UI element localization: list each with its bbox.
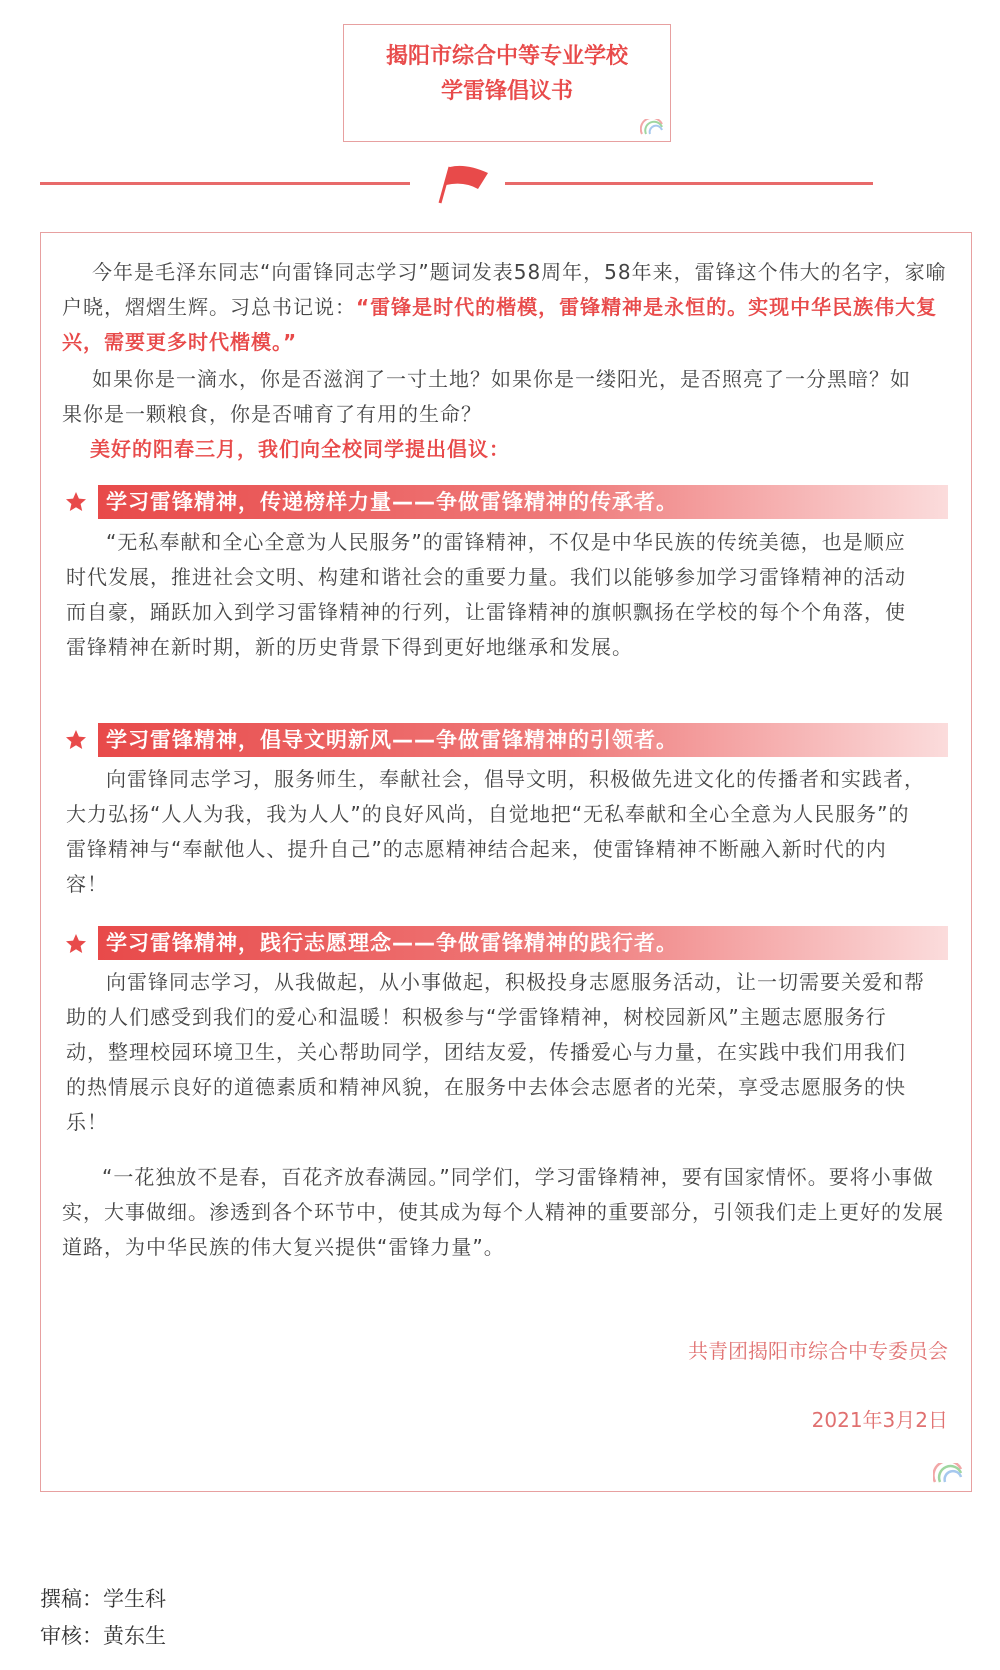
star-icon (64, 728, 88, 752)
section-heading: 学习雷锋精神，传递榜样力量——争做雷锋精神的传承者。 (98, 485, 948, 519)
section-heading: 学习雷锋精神，践行志愿理念——争做雷锋精神的践行者。 (98, 926, 948, 960)
star-icon (64, 490, 88, 514)
document-title: 学雷锋倡议书 (440, 79, 573, 104)
section-body: 向雷锋同志学习，从我做起，从小事做起，积极投身志愿服务活动，让一切需要关爱和帮助的人们感受到我们的爱心和温暖！积极参与“学雷锋精神，树校园新风”主题志愿服务行动，整理校园环境卫生，关心帮助同学，团结友爱，传播爱心与力量，在实践中我们用我们的热情展示良好的道德素质和精神风貌，在服务中去体会志愿者的光荣，享受志愿服务的快乐！ (66, 970, 925, 1134)
writer-credit: 撰稿：学生科 (40, 1587, 166, 1611)
rainbow-decoration-icon (640, 119, 664, 135)
section-body: “无私奉献和全心全意为人民服务”的雷锋精神，不仅是中华民族的传统美德，也是顺应时代发展，推进社会文明、构建和谐社会的重要力量。我们以能够参加学习雷锋精神的活动而自豪，踊跃加入到学习雷锋精神的行列，让雷锋精神的旗帜飘扬在学校的每个个角落，使雷锋精神在新时期，新的历史背景下得到更好地继承和发展。 (66, 530, 906, 659)
title-box (343, 24, 671, 142)
signature-date: 2021年3月2日 (811, 1408, 948, 1432)
signature-org: 共青团揭阳市综合中专委员会 (688, 1339, 948, 1363)
rainbow-decoration-icon (933, 1463, 963, 1483)
section-heading: 学习雷锋精神，倡导文明新风——争做雷锋精神的引领者。 (98, 723, 948, 757)
divider-line-left (40, 182, 410, 185)
school-name: 揭阳市综合中等专业学校 (385, 44, 628, 69)
divider-line-right (505, 182, 873, 185)
closing-paragraph: “一花独放不是春，百花齐放春满园。”同学们，学习雷锋精神，要有国家情怀。要将小事做实，大事做细。渗透到各个环节中，使其成为每个人精神的重要部分，引领我们走上更好的发展道路，为中华民族的伟大复兴提供“雷锋力量”。 (62, 1165, 944, 1259)
intro-quote: “雷锋是时代的楷模，雷锋精神是永恒的。实现中华民族伟大复兴，需要更多时代楷模。” (62, 295, 938, 354)
intro-text: 今年是毛泽东同志“向雷锋同志学习”题词发表58周年，58年来，雷锋这个伟大的名字，家喻户晓，熠熠生辉。习总书记说： (62, 260, 947, 319)
reviewer-credit: 审核：黄东生 (40, 1624, 166, 1648)
section-body: 向雷锋同志学习，服务师生，奉献社会，倡导文明，积极做先进文化的传播者和实践者，大力弘扬“人人为我，我为人人”的良好风尚，自觉地把“无私奉献和全心全意为人民服务”的雷锋精神与“奉献他人、提升自己”的志愿精神结合起来，使雷锋精神不断融入新时代的内容！ (66, 767, 925, 896)
proposal-lead: 美好的阳春三月，我们向全校同学提出倡议： (90, 437, 510, 461)
star-icon (64, 932, 88, 956)
intro-paragraph (62, 255, 962, 360)
red-flag-icon (426, 163, 492, 205)
question-paragraph: 如果你是一滴水，你是否滋润了一寸土地？如果你是一缕阳光，是否照亮了一分黑暗？如果你是一颗粮食，你是否哺育了有用的生命？ (62, 367, 911, 426)
